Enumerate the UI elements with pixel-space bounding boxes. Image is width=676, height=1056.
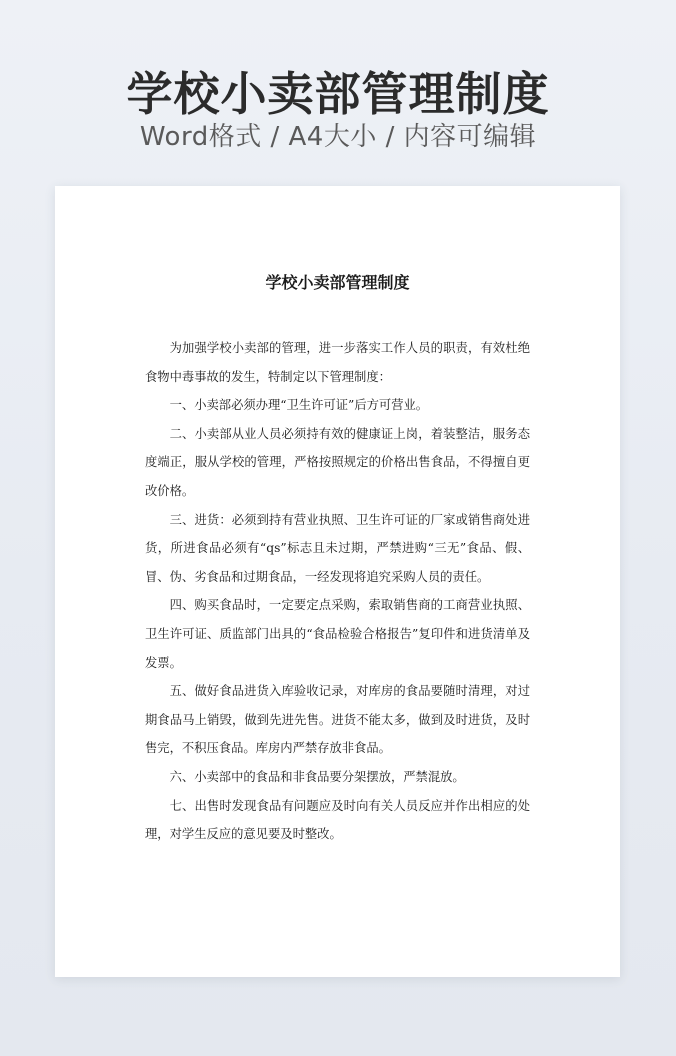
paragraph-rule-2: 二、小卖部从业人员必须持有效的健康证上岗，着装整洁，服务态度端正，服从学校的管理，严格按照规定的价格出售食品，不得擅自更改价格。 (145, 426, 530, 498)
banner-title: 学校小卖部管理制度 (126, 67, 550, 121)
document-body (145, 334, 530, 849)
paragraph-rule-3: 三、进货：必须到持有营业执照、卫生许可证的厂家或销售商处进货，所进食品必须有“qs”标志且未过期，严禁进购“三无”食品、假、冒、伪、劣食品和过期食品，一经发现将追究采购人员的责任。 (145, 512, 530, 584)
paragraph-rule-4: 四、购买食品时，一定要定点采购，索取销售商的工商营业执照、卫生许可证、质监部门出具的“食品检验合格报告”复印件和进货清单及发票。 (145, 598, 530, 670)
document-page (55, 186, 620, 977)
header-banner (0, 0, 676, 186)
paragraph-rule-5: 五、做好食品进货入库验收记录，对库房的食品要随时清理，对过期食品马上销毁，做到先进先售。进货不能太多，做到及时进货，及时售完，不积压食品。库房内严禁存放非食品。 (145, 684, 530, 756)
document-title: 学校小卖部管理制度 (265, 273, 410, 292)
paragraph-rule-7: 七、出售时发现食品有问题应及时向有关人员反应并作出相应的处理，对学生反应的意见要及时整改。 (145, 798, 530, 842)
banner-subtitle: Word格式 / A4大小 / 内容可编辑 (139, 122, 537, 152)
paragraph-rule-1: 一、小卖部必须办理“卫生许可证”后方可营业。 (169, 398, 429, 413)
paragraph-intro: 为加强学校小卖部的管理，进一步落实工作人员的职责，有效杜绝食物中毒事故的发生，特制定以下管理制度： (145, 341, 530, 384)
paragraph-rule-6: 六、小卖部中的食品和非食品要分架摆放，严禁混放。 (169, 769, 465, 784)
